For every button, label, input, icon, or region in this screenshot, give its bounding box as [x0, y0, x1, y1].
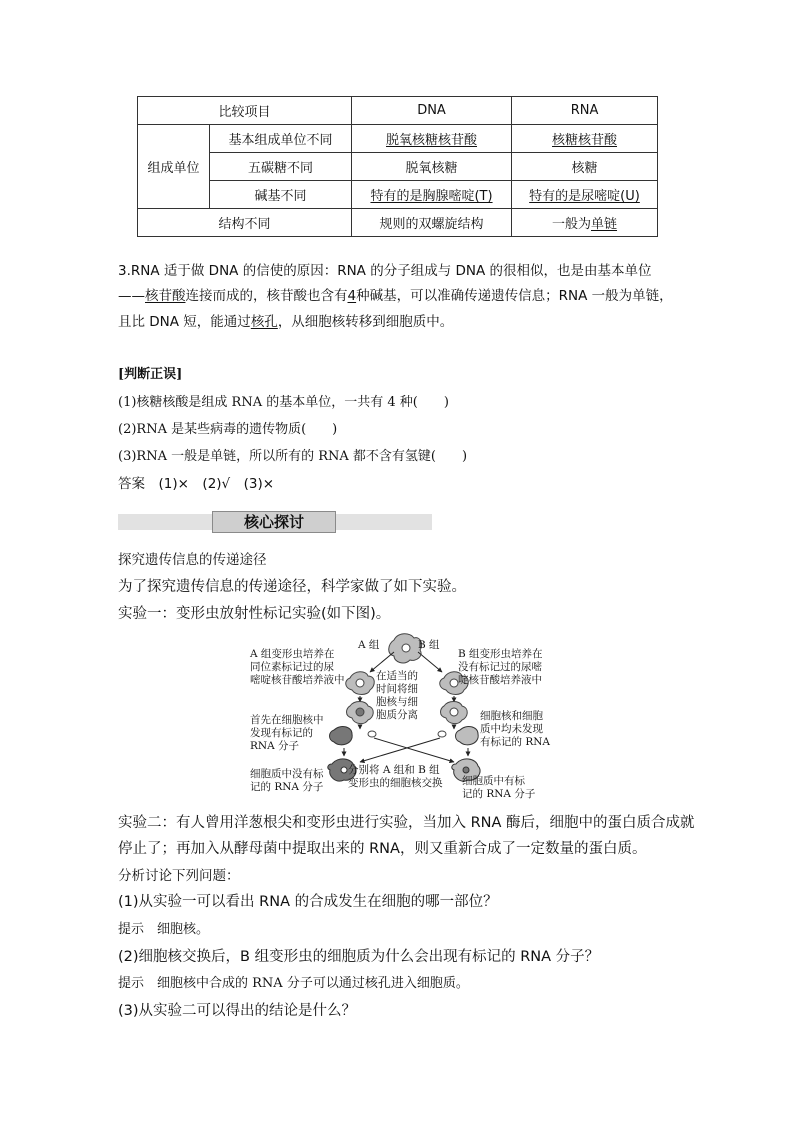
b-cytoplasm-icon	[456, 727, 479, 745]
a-nucleus-icon	[368, 731, 376, 737]
row-rna: 核糖	[512, 153, 658, 181]
row-dna: 规则的双螺旋结构	[352, 209, 512, 237]
judge-item-1: (1)核糖核酸是组成 RNA 的基本单位，一共有 4 种( )	[118, 395, 449, 410]
row-item: 结构不同	[138, 209, 352, 237]
row-rna-text: 特有的是尿嘧啶(U)	[529, 189, 640, 204]
row-rna: 一般为单链	[512, 209, 658, 237]
amoeba-a-labeled-icon	[347, 702, 374, 724]
row-rna	[512, 125, 658, 153]
judge-title: [判断正误]	[118, 367, 183, 382]
row-dna-text: 特有的是胸腺嘧啶(T)	[370, 189, 493, 204]
table-header-row	[138, 97, 658, 125]
label-b-cytoplasm: 细胞质中有标 记的 RNA 分子	[462, 775, 536, 800]
judge-answer: 答案 (1)× (2)√ (3)×	[118, 476, 275, 492]
row-dna: 脱氧核糖	[352, 153, 512, 181]
question-3: (3)从实验二可以得出的结论是什么？	[118, 1003, 357, 1019]
judge-item-3: (3)RNA 一般是单链，所以所有的 RNA 都不含有氢键( )	[118, 449, 468, 464]
hint-1: 提示 细胞核。	[118, 922, 210, 937]
group-label: 组成单位	[138, 125, 210, 209]
header-item: 比较项目	[138, 97, 352, 125]
row-dna-text: 脱氧核糖核苷酸	[386, 133, 478, 148]
label-group-a: A 组	[358, 639, 380, 651]
label-group-b: B 组	[418, 639, 440, 651]
section-title: 核心探讨	[212, 511, 336, 533]
para3-dash: ——	[118, 288, 145, 304]
question-1: (1)从实验一可以看出 RNA 的合成发生在细胞的哪一部位？	[118, 894, 498, 910]
para3-underline-four: 4	[347, 288, 357, 304]
experiment-1: 实验一：变形虫放射性标记实验(如下图)。	[118, 606, 391, 622]
para3-underline-pore: 核孔	[250, 314, 278, 330]
row-item: 碱基不同	[210, 181, 352, 209]
row-rna-underlined: 单链	[591, 217, 618, 232]
label-nucleus-swap: 分别将 A 组和 B 组 变形虫的细胞核交换	[348, 764, 443, 789]
header-rna: RNA	[512, 97, 658, 125]
para3-line3	[118, 312, 453, 332]
label-a-cytoplasm: 细胞质中没有标 记的 RNA 分子	[250, 768, 324, 793]
para3-text: 种碱基，可以准确传递遗传信息；RNA 一般为单链，	[356, 288, 673, 304]
label-a-description: A 组变形虫培养在 同位素标记过的尿 嘧啶核苷酸培养液中	[250, 648, 345, 686]
label-separation-step: 在适当的 时间将细 胞核与细 胞质分离	[376, 670, 418, 721]
table-row	[138, 209, 658, 237]
para3-text: 且比 DNA 短，能通过	[118, 314, 251, 330]
row-rna-text: 核糖核苷酸	[552, 133, 618, 148]
discussion-heading: 分析讨论下列问题：	[118, 868, 240, 884]
para3-line1: 3.RNA 适于做 DNA 的信使的原因：RNA 的分子组成与 DNA 的很相似，也是由基本单位	[118, 263, 652, 279]
para3-underline-nucleotide: 核苷酸	[145, 288, 186, 304]
row-item: 五碳糖不同	[210, 153, 352, 181]
header-dna: DNA	[352, 97, 512, 125]
judge-item-2: (2)RNA 是某些病毒的遗传物质( )	[118, 422, 338, 437]
explore-intro: 为了探究遗传信息的传递途径，科学家做了如下实验。	[118, 579, 466, 595]
table-row	[138, 181, 658, 209]
row-item: 基本组成单位不同	[210, 125, 352, 153]
table-row	[138, 153, 658, 181]
amoeba-b-unlabeled-icon	[441, 702, 468, 724]
comparison-table	[137, 96, 658, 237]
para3-text: 连接而成的，核苷酸也含有	[185, 288, 348, 304]
label-b-description: B 组变形虫培养在 没有标记过的尿嘧 啶核苷酸培养液中	[458, 648, 543, 686]
experiment-2-line1: 实验二：有人曾用洋葱根尖和变形虫进行实验，当加入 RNA 酶后，细胞中的蛋白质合成就	[118, 815, 695, 831]
row-rna	[512, 181, 658, 209]
amoeba-experiment-diagram	[248, 630, 558, 806]
experiment-2-line2: 停止了；再加入从酵母菌中提取出来的 RNA，则又重新合成了一定数量的蛋白质。	[118, 841, 647, 857]
b-nucleus-icon	[438, 731, 446, 737]
question-2: (2)细胞核交换后，B 组变形虫的细胞质为什么会出现有标记的 RNA 分子？	[118, 949, 600, 965]
row-dna	[352, 125, 512, 153]
a-cytoplasm-icon	[330, 727, 353, 745]
para3-text: ，从细胞核转移到细胞质中。	[277, 314, 454, 330]
explore-subtitle: 探究遗传信息的传递途径	[118, 552, 267, 568]
hint-2: 提示 细胞核中合成的 RNA 分子可以通过核孔进入细胞质。	[118, 976, 469, 991]
amoeba-top-icon	[389, 634, 422, 663]
row-dna	[352, 181, 512, 209]
amoeba-a-icon	[346, 672, 375, 695]
label-b-nucleus: 细胞核和细胞 质中均未发现 有标记的 RNA	[480, 710, 551, 748]
table-row	[138, 125, 658, 153]
label-a-nucleus: 首先在细胞核中 发现有标记的 RNA 分子	[250, 714, 324, 752]
para3-line2	[118, 286, 673, 306]
